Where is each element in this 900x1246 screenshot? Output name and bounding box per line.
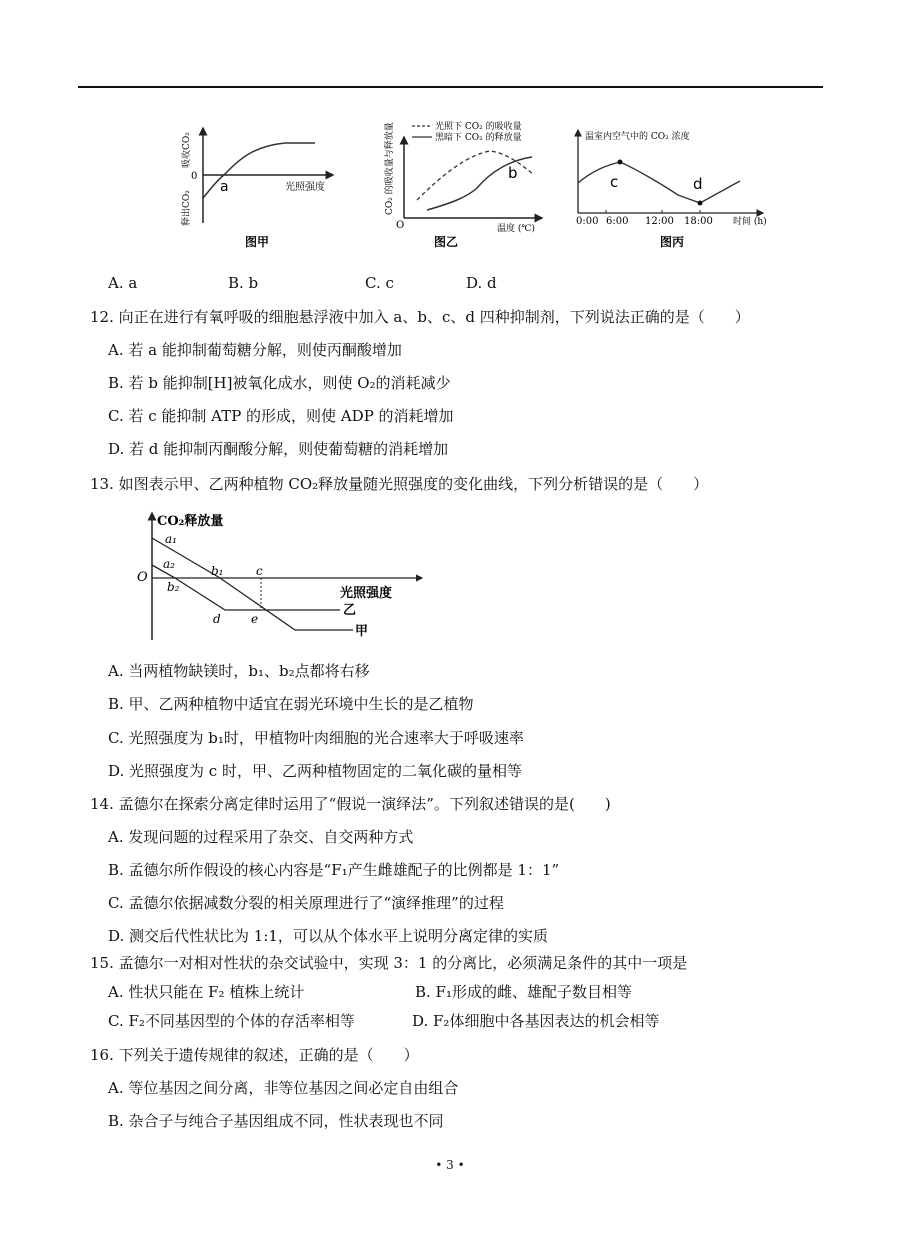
x-axis-label: 光照强度 — [340, 586, 393, 601]
point-d-marker — [698, 201, 703, 206]
y-axis-label: CO₂释放量 — [157, 514, 224, 529]
point-c-label: c — [610, 173, 619, 191]
q12-stem: 12. 向正在进行有氧呼吸的细胞悬浮液中加入 a、b、c、d 四种抑制剂，下列说法正确的是（ ） — [90, 308, 750, 326]
x-tick-label: 12:00 — [645, 216, 674, 227]
figure-yi — [372, 115, 562, 255]
x-axis-label: 时间 (h) — [733, 217, 767, 227]
q14-stem: 14. 孟德尔在探索分离定律时运用了“假说一演绎法”。下列叙述错误的是( ) — [90, 795, 611, 813]
figure-caption: 图甲 — [245, 235, 270, 249]
x-tick-label: 0:00 — [576, 216, 599, 227]
q12-option-b: B. 若 b 能抑制[H]被氧化成水，则使 O₂的消耗减少 — [108, 374, 451, 392]
y-axis-label: 温室内空气中的 CO₂ 浓度 — [585, 132, 690, 142]
point-d-label: d — [693, 175, 703, 193]
q12-option-c: C. 若 c 能抑制 ATP 的形成，则使 ADP 的消耗增加 — [108, 407, 454, 425]
b1-label: b₁ — [211, 564, 224, 578]
q11-option-b: B. b — [228, 274, 259, 292]
q14-option-d: D. 测交后代性状比为 1:1，可以从个体水平上说明分离定律的实质 — [108, 927, 548, 945]
q13-stem: 13. 如图表示甲、乙两种植物 CO₂释放量随光照强度的变化曲线，下列分析错误的是（ ） — [90, 475, 709, 493]
q14-option-b: B. 孟德尔所作假设的核心内容是“F₁产生雌雄配子的比例都是 1：1” — [108, 861, 560, 879]
x-axis-label: 温度 (℃) — [497, 224, 535, 234]
yi-curve-label: 乙 — [343, 603, 357, 618]
page-number: • 3 • — [435, 1158, 465, 1172]
d-label: d — [213, 612, 221, 626]
point-b-label: b — [508, 164, 518, 182]
yi-curve — [152, 565, 340, 610]
legend-dashed-label: 光照下 CO₂ 的吸收量 — [435, 122, 522, 132]
c-label: c — [256, 564, 263, 578]
q13-option-c: C. 光照强度为 b₁时，甲植物叶肉细胞的光合速率大于呼吸速率 — [108, 729, 524, 747]
figure-caption: 图丙 — [660, 235, 685, 249]
a1-label: a₁ — [165, 532, 177, 546]
q12-option-d: D. 若 d 能抑制丙酮酸分解，则使葡萄糖的消耗增加 — [108, 440, 449, 458]
x-axis-label: 光照强度 — [285, 182, 325, 193]
q16-option-a: A. 等位基因之间分离，非等位基因之间必定自由组合 — [108, 1079, 459, 1097]
q13-option-a: A. 当两植物缺镁时，b₁、b₂点都将右移 — [108, 662, 370, 680]
b2-label: b₂ — [167, 580, 180, 594]
q13-figure — [135, 505, 425, 645]
q11-option-d: D. d — [466, 274, 497, 292]
legend-solid-label: 黑暗下 CO₂ 的释放量 — [435, 133, 522, 143]
figure-jia — [175, 118, 345, 253]
q14-option-c: C. 孟德尔依据减数分裂的相关原理进行了“演绎推理”的过程 — [108, 894, 504, 912]
y-axis-label: CO₂ 的吸收量与释放量 — [385, 122, 395, 215]
jia-curve-label: 甲 — [355, 624, 369, 639]
y-up-label: 吸收CO₂ — [182, 132, 192, 168]
q15-option-d: D. F₂体细胞中各基因表达的机会相等 — [412, 1012, 660, 1030]
q12-option-a: A. 若 a 能抑制葡萄糖分解，则使丙酮酸增加 — [108, 341, 402, 359]
point-a-label: a — [220, 179, 229, 195]
q16-stem: 16. 下列关于遗传规律的叙述，正确的是（ ） — [90, 1046, 419, 1064]
q14-option-a: A. 发现问题的过程采用了杂交、自交两种方式 — [108, 828, 414, 846]
q15-option-c: C. F₂不同基因型的个体的存活率相等 — [108, 1012, 355, 1030]
x-tick-label: 6:00 — [606, 216, 629, 227]
origin-label: O — [396, 220, 405, 231]
figure-caption: 图乙 — [434, 235, 459, 249]
header-rule — [78, 86, 823, 88]
q15-stem: 15. 孟德尔一对相对性状的杂交试验中，实现 3：1 的分离比，必须满足条件的其中一项是 — [90, 954, 688, 972]
q15-option-a: A. 性状只能在 F₂ 植株上统计 — [108, 983, 305, 1001]
point-c-marker — [618, 160, 623, 165]
e-label: e — [251, 612, 259, 626]
q16-option-b: B. 杂合子与纯合子基因组成不同，性状表现也不同 — [108, 1112, 444, 1130]
y-down-label: 释出CO₂ — [182, 190, 192, 226]
q15-option-b: B. F₁形成的雌、雄配子数目相等 — [415, 983, 632, 1001]
q13-option-d: D. 光照强度为 c 时，甲、乙两种植物固定的二氧化碳的量相等 — [108, 762, 522, 780]
x-tick-label: 18:00 — [684, 216, 713, 227]
co2-concentration-curve — [578, 162, 740, 203]
origin-label: 0 — [191, 171, 198, 182]
q11-option-a: A. a — [108, 274, 138, 292]
figure-bing — [568, 125, 778, 253]
q13-option-b: B. 甲、乙两种植物中适宜在弱光环境中生长的是乙植物 — [108, 695, 474, 713]
origin-label: O — [137, 570, 148, 585]
a2-label: a₂ — [163, 557, 175, 571]
q11-option-c: C. c — [365, 274, 394, 292]
